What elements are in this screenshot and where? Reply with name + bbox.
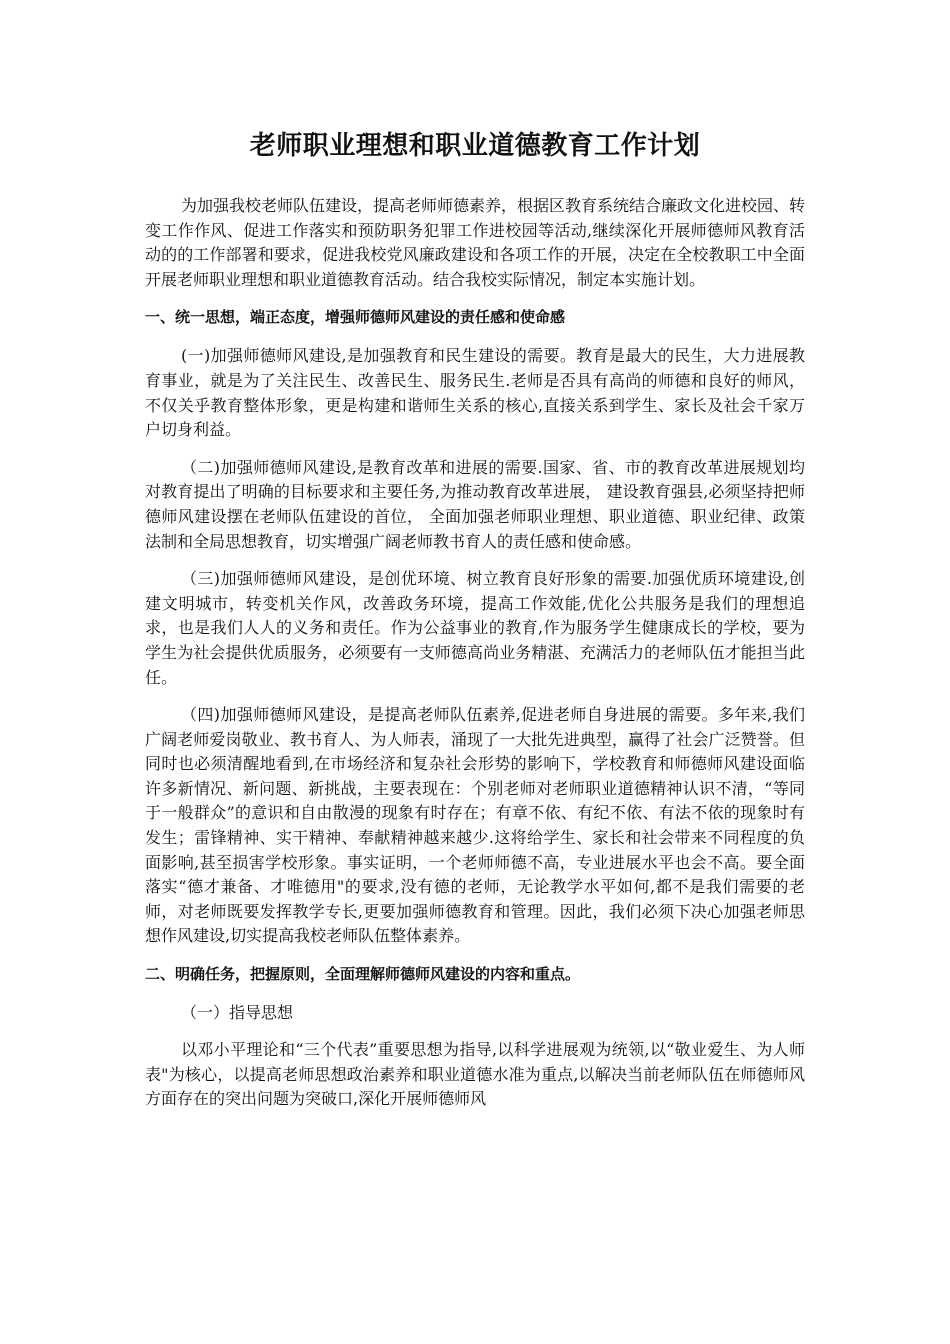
document-body (145, 128, 805, 1125)
section-1-paragraph-2: （二)加强师德师风建设,是教育改革和进展的需要.国家、省、市的教育改革进展规划均对教育提出了明确的目标要求和主要任务,为推动教育改革进展， 建设教育强县,必须坚持把师德师风建设摆在老师队伍建设的首位， 全面加强老师职业理想、职业道德、职业纪律、政策法制和全局思想教育，切实增强广阔老师教书育人的责任感和使命感。 (145, 457, 805, 551)
section-2-paragraph-1: 以邓小平理论和“三个代表”重要思想为指导,以科学进展观为统领,以“敬业爱生、为人师表"为核心，以提高老师思想政治素养和职业道德水准为重点,以解决当前老师队伍在师德师风方面存在的突出问题为突破口,深化开展师德师风 (145, 1040, 805, 1109)
intro-paragraph: 为加强我校老师队伍建设，提高老师师德素养，根据区教育系统结合廉政文化进校园、转变工作作风、促进工作落实和预防职务犯罪工作进校园等活动,继续深化开展师德师风教育活动的的工作部署和要求，促进我校党风廉政建设和各项工作的开展，决定在全校教职工中全面开展老师职业理想和职业道德教育活动。结合我校实际情况，制定本实施计划。 (145, 196, 806, 289)
section-1-heading: 一、统一思想，端正态度，增强师德师风建设的责任感和使命感 (145, 308, 566, 327)
document-title: 老师职业理想和职业道德教育工作计划 (249, 131, 701, 161)
section-1-paragraph-3: （三)加强师德师风建设，是创优环境、树立教育良好形象的需要.加强优质环境建设,创建文明城市，转变机关作风，改善政务环境，提高工作效能,优化公共服务是我们的理想追求，也是我们人人的义务和责任。作为公益事业的教育,作为服务学生健康成长的学校，要为学生为社会提供优质服务，必须要有一支师德高尚业务精湛、充满活力的老师队伍才能担当此任。 (145, 569, 805, 687)
section-2-subheading: （一）指导思想 (181, 1003, 294, 1023)
section-2-heading: 二、明确任务，把握原则，全面理解师德师风建设的内容和重点。 (145, 965, 581, 984)
section-1-paragraph-4: （四)加强师德师风建设，是提高老师队伍素养,促进老师自身进展的需要。多年来,我们广阔老师爱岗敬业、教书育人、为人师表，涌现了一大批先进典型，赢得了社会广泛赞誉。但同时也必须清醒地看到,在市场经济和复杂社会形势的影响下，学校教育和师德师风建设面临许多新情况、新问题、新挑战，主要表现在：个别老师对老师职业道德精神认识不清，“等同于一般群众”的意识和自由散漫的现象有时存在；有章不依、有纪不依、有法不依的现象时有发生；雷锋精神、实干精神、奉献精神越来越少.这将给学生、家长和社会带来不同程度的负面影响,甚至损害学校形象。事实证明，一个老师师德不高，专业进展水平也会不高。要全面落实“德才兼备、才唯德用"的要求,没有德的老师，无论教学水平如何,都不是我们需要的老师，对老师既要发挥教学专长,更要加强师德教育和管理。因此，我们必须下决心加强老师思想作风建设,切实提高我校老师队伍整体素养。 (145, 705, 805, 946)
section-1-paragraph-1: (一)加强师德师风建设,是加强教育和民生建设的需要。教育是最大的民生，大力进展教育事业，就是为了关注民生、改善民生、服务民生.老师是否具有高尚的师德和良好的师风，不仅关乎教育整体形象，更是构建和谐师生关系的核心,直接关系到学生、家长及社会千家万户切身利益。 (145, 346, 805, 440)
